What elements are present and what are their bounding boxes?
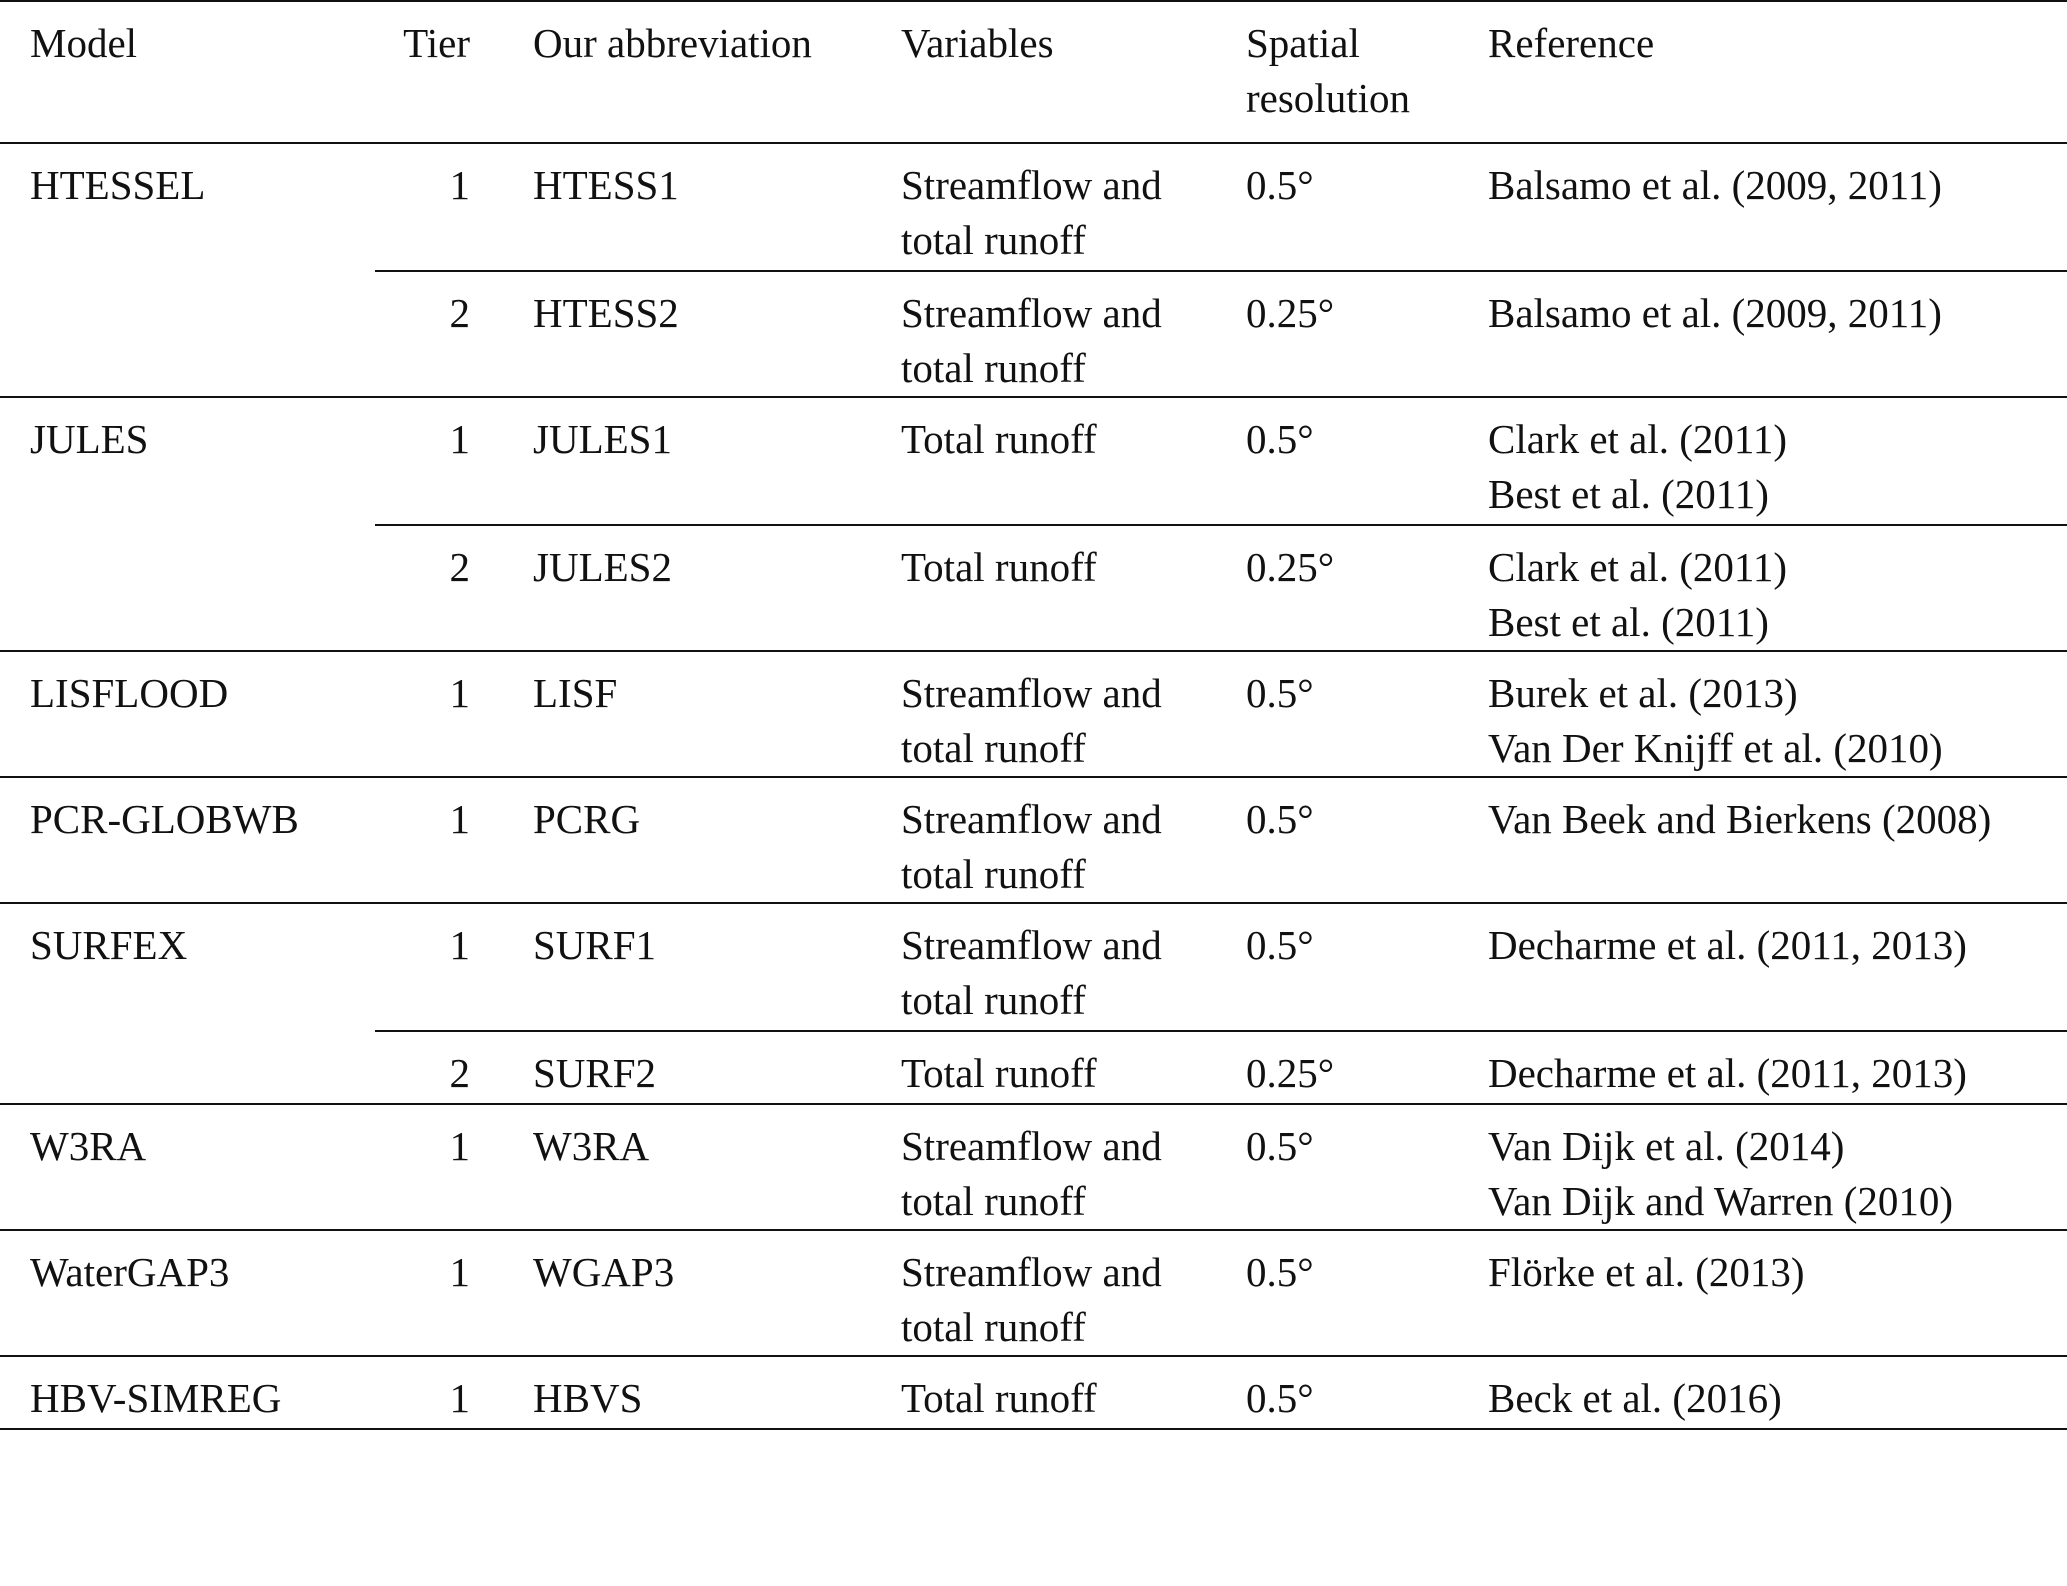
cell-tier: 1	[375, 1356, 533, 1429]
cell-variables	[901, 1104, 1246, 1230]
cell-variables-line2: total runoff	[901, 1304, 1086, 1350]
cell-variables	[901, 777, 1246, 903]
cell-spatial-resolution: 0.5°	[1246, 651, 1488, 777]
cell-spatial-resolution: 0.5°	[1246, 777, 1488, 903]
cell-reference-line1: Balsamo et al. (2009, 2011)	[1488, 162, 1942, 208]
cell-variables-line2: total runoff	[901, 977, 1086, 1023]
header-model: Model	[0, 1, 375, 143]
cell-model: HBV-SIMREG	[0, 1356, 375, 1429]
cell-abbreviation: HTESS2	[533, 271, 901, 397]
cell-reference-line1: Decharme et al. (2011, 2013)	[1488, 1050, 1967, 1096]
cell-variables-line1: Streamflow and	[901, 162, 1162, 208]
header-variables: Variables	[901, 1, 1246, 143]
cell-spatial-resolution: 0.25°	[1246, 271, 1488, 397]
cell-reference-line1: Beck et al. (2016)	[1488, 1375, 1782, 1421]
cell-abbreviation: LISF	[533, 651, 901, 777]
cell-tier: 1	[375, 1230, 533, 1356]
cell-variables	[901, 143, 1246, 271]
cell-spatial-resolution: 0.5°	[1246, 1104, 1488, 1230]
cell-reference-line1: Van Dijk et al. (2014)	[1488, 1123, 1845, 1169]
cell-abbreviation: WGAP3	[533, 1230, 901, 1356]
cell-abbreviation: JULES1	[533, 397, 901, 525]
cell-reference	[1488, 1356, 2067, 1429]
cell-reference-line1: Clark et al. (2011)	[1488, 544, 1788, 590]
cell-tier: 2	[375, 1031, 533, 1104]
cell-abbreviation: JULES2	[533, 525, 901, 651]
header-reference: Reference	[1488, 1, 2067, 143]
table-row	[0, 397, 2067, 525]
cell-reference-line1: Balsamo et al. (2009, 2011)	[1488, 290, 1942, 336]
table-row	[0, 1230, 2067, 1356]
cell-spatial-resolution: 0.5°	[1246, 397, 1488, 525]
cell-variables-line2: total runoff	[901, 1178, 1086, 1224]
cell-abbreviation: W3RA	[533, 1104, 901, 1230]
table-row	[0, 143, 2067, 271]
cell-spatial-resolution: 0.5°	[1246, 903, 1488, 1031]
cell-variables	[901, 651, 1246, 777]
cell-reference	[1488, 651, 2067, 777]
cell-variables	[901, 397, 1246, 525]
cell-variables	[901, 903, 1246, 1031]
cell-spatial-resolution: 0.25°	[1246, 1031, 1488, 1104]
table-row	[0, 777, 2067, 903]
table-row	[0, 271, 2067, 397]
cell-abbreviation: SURF2	[533, 1031, 901, 1104]
header-spatial-resolution	[1246, 1, 1488, 143]
cell-reference	[1488, 143, 2067, 271]
table-row	[0, 651, 2067, 777]
table-row	[0, 525, 2067, 651]
cell-reference-line1: Decharme et al. (2011, 2013)	[1488, 922, 1967, 968]
cell-variables	[901, 271, 1246, 397]
cell-variables-line2: total runoff	[901, 345, 1086, 391]
cell-tier: 1	[375, 651, 533, 777]
header-resolution-line1: Spatial	[1246, 20, 1360, 66]
cell-abbreviation: SURF1	[533, 903, 901, 1031]
cell-reference	[1488, 271, 2067, 397]
cell-reference	[1488, 1230, 2067, 1356]
cell-model: HTESSEL	[30, 162, 206, 208]
cell-tier: 2	[375, 271, 533, 397]
table-row	[0, 903, 2067, 1031]
cell-model	[0, 525, 375, 651]
table-body	[0, 143, 2067, 1429]
cell-reference-line1: Burek et al. (2013)	[1488, 670, 1798, 716]
cell-tier: 1	[375, 903, 533, 1031]
cell-tier: 1	[449, 162, 470, 208]
cell-abbreviation: HTESS1	[533, 162, 679, 208]
cell-reference-line2: Best et al. (2011)	[1488, 471, 1769, 517]
cell-model: JULES	[0, 397, 375, 525]
cell-variables	[901, 1230, 1246, 1356]
cell-spatial-resolution: 0.5°	[1246, 1356, 1488, 1429]
cell-variables-line1: Total runoff	[901, 1375, 1097, 1421]
cell-abbreviation: PCRG	[533, 777, 901, 903]
cell-reference	[1488, 903, 2067, 1031]
header-abbreviation: Our abbreviation	[533, 1, 901, 143]
cell-reference-line1: Van Beek and Bierkens (2008)	[1488, 796, 1992, 842]
cell-variables	[901, 1031, 1246, 1104]
cell-tier: 1	[375, 397, 533, 525]
cell-spatial-resolution: 0.5°	[1246, 1230, 1488, 1356]
cell-reference-line1: Clark et al. (2011)	[1488, 416, 1788, 462]
cell-variables-line1: Streamflow and	[901, 670, 1162, 716]
cell-reference	[1488, 1031, 2067, 1104]
header-resolution-line2: resolution	[1246, 75, 1410, 121]
cell-reference-line2: Van Dijk and Warren (2010)	[1488, 1178, 1954, 1224]
table-row	[0, 1104, 2067, 1230]
cell-reference-line1: Flörke et al. (2013)	[1488, 1249, 1805, 1295]
cell-variables	[901, 525, 1246, 651]
cell-variables-line1: Streamflow and	[901, 1249, 1162, 1295]
cell-model: PCR-GLOBWB	[0, 777, 375, 903]
cell-tier: 2	[375, 525, 533, 651]
cell-variables-line1: Streamflow and	[901, 1123, 1162, 1169]
cell-tier: 1	[375, 777, 533, 903]
table-row	[0, 1356, 2067, 1429]
table-row	[0, 1031, 2067, 1104]
cell-variables-line1: Total runoff	[901, 1050, 1097, 1096]
cell-variables-line2: total runoff	[901, 217, 1086, 263]
cell-variables-line1: Streamflow and	[901, 922, 1162, 968]
cell-variables-line2: total runoff	[901, 725, 1086, 771]
cell-model: LISFLOOD	[0, 651, 375, 777]
cell-abbreviation: HBVS	[533, 1356, 901, 1429]
cell-reference-line2: Best et al. (2011)	[1488, 599, 1769, 645]
cell-model	[0, 1031, 375, 1104]
cell-model	[0, 271, 375, 397]
table-header	[0, 1, 2067, 143]
cell-tier: 1	[375, 1104, 533, 1230]
cell-variables-line1: Total runoff	[901, 416, 1097, 462]
cell-variables-line1: Streamflow and	[901, 290, 1162, 336]
cell-reference	[1488, 525, 2067, 651]
cell-reference	[1488, 1104, 2067, 1230]
header-tier: Tier	[375, 1, 533, 143]
cell-reference	[1488, 397, 2067, 525]
cell-variables-line1: Streamflow and	[901, 796, 1162, 842]
cell-variables	[901, 1356, 1246, 1429]
cell-model: WaterGAP3	[0, 1230, 375, 1356]
cell-spatial-resolution: 0.5°	[1246, 162, 1314, 208]
cell-model: W3RA	[0, 1104, 375, 1230]
cell-spatial-resolution: 0.25°	[1246, 525, 1488, 651]
cell-model: SURFEX	[0, 903, 375, 1031]
cell-variables-line2: total runoff	[901, 851, 1086, 897]
header-row	[0, 1, 2067, 143]
cell-variables-line1: Total runoff	[901, 544, 1097, 590]
cell-reference	[1488, 777, 2067, 903]
cell-reference-line2: Van Der Knijff et al. (2010)	[1488, 725, 1943, 771]
